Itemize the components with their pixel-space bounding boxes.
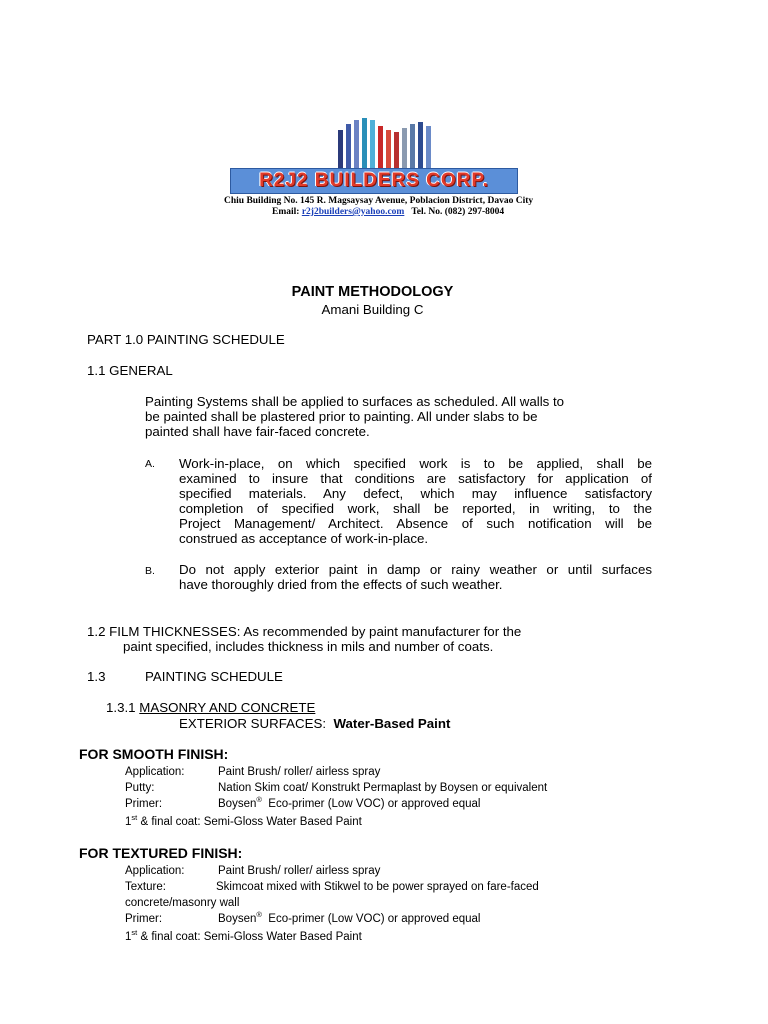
spec-label: Application: <box>125 766 185 778</box>
registered-mark: ® <box>256 795 262 804</box>
coat-ordinal: st <box>131 928 138 937</box>
page-subtitle: Amani Building C <box>321 302 424 317</box>
spec-value-continued: concrete/masonry wall <box>125 897 240 909</box>
coat-number: 1 <box>125 931 132 943</box>
list-item-line: Do not apply exterior paint in damp or rainy weather or until surfaces <box>179 562 652 577</box>
spec-value: Paint Brush/ roller/ airless spray <box>218 766 381 778</box>
masonry-title: MASONRY AND CONCRETE <box>139 700 316 715</box>
list-item-line: Work-in-place, on which specified work is to be applied, shall be <box>179 456 652 471</box>
general-heading: 1.1 GENERAL <box>87 363 173 378</box>
list-item-line: examined to insure that conditions are satisfactory for application of <box>179 471 652 486</box>
smooth-finish-heading: FOR SMOOTH FINISH: <box>79 746 229 762</box>
logo-bar <box>378 126 383 170</box>
company-contact <box>272 207 504 218</box>
logo-bars-graphic <box>338 118 438 170</box>
logo-bar <box>426 126 431 170</box>
textured-finish-heading: FOR TEXTURED FINISH: <box>79 845 243 861</box>
schedule-heading: PAINTING SCHEDULE <box>145 669 283 684</box>
logo-bar <box>362 118 367 170</box>
spec-value: Skimcoat mixed with Stikwel to be power sprayed on fare-faced <box>216 881 539 893</box>
logo-bar <box>410 124 415 170</box>
logo-banner <box>230 168 518 194</box>
logo-bar <box>370 120 375 170</box>
tel-number: Tel. No. (082) 297-8004 <box>411 207 505 217</box>
exterior-surfaces <box>179 716 450 731</box>
spec-value: Paint Brush/ roller/ airless spray <box>218 865 381 877</box>
list-item-line: specified materials. Any defect, which may influence satisfactory <box>179 486 652 501</box>
spec-label: Putty: <box>125 782 155 794</box>
page-title: PAINT METHODOLOGY <box>291 284 454 300</box>
part-heading: PART 1.0 PAINTING SCHEDULE <box>87 332 285 347</box>
spec-label: Application: <box>125 865 185 877</box>
list-marker-b: B. <box>145 565 155 577</box>
list-marker-a: A. <box>145 458 155 470</box>
spec-coat <box>125 930 362 944</box>
film-thickness-line: 1.2 FILM THICKNESSES: As recommended by paint manufacturer for the <box>87 624 522 639</box>
spec-value: Nation Skim coat/ Konstrukt Permaplast by Boysen or equivalent <box>218 782 548 794</box>
logo-bar <box>346 124 351 170</box>
coat-ordinal: st <box>131 813 138 822</box>
primer-description: Eco-primer (Low VOC) or approved equal <box>268 798 481 810</box>
list-item-line: have thoroughly dried from the effects of such weather. <box>179 577 503 592</box>
coat-description: & final coat: Semi-Gloss Water Based Paint <box>140 931 362 943</box>
masonry-heading <box>106 700 315 715</box>
company-name: R2J2 BUILDERS CORP. <box>259 170 489 191</box>
email-link[interactable]: r2j2builders@yahoo.com <box>301 207 405 217</box>
company-address: Chiu Building No. 145 R. Magsaysay Avenue, Poblacion District, Davao City <box>224 196 534 206</box>
spec-coat <box>125 815 362 829</box>
masonry-number: 1.3.1 <box>106 700 136 715</box>
logo-bar <box>418 122 423 170</box>
email-label: Email: <box>272 207 300 217</box>
coat-description: & final coat: Semi-Gloss Water Based Paint <box>140 816 362 828</box>
general-paragraph-line: Painting Systems shall be applied to surfaces as scheduled. All walls to <box>145 394 565 409</box>
logo-bar <box>354 120 359 170</box>
logo-bar <box>338 130 343 170</box>
primer-description: Eco-primer (Low VOC) or approved equal <box>268 913 481 925</box>
registered-mark: ® <box>256 910 262 919</box>
brand-name: Boysen <box>218 913 257 925</box>
exterior-label: EXTERIOR SURFACES: <box>179 716 327 731</box>
coat-number: 1 <box>125 816 132 828</box>
film-thickness-line: paint specified, includes thickness in mils and number of coats. <box>123 639 494 654</box>
logo-bar <box>402 128 407 170</box>
general-paragraph-line: painted shall have fair-faced concrete. <box>145 424 370 439</box>
logo-bar <box>386 130 391 170</box>
spec-value <box>218 797 480 811</box>
list-item-line: construed as acceptance of work-in-place. <box>179 531 429 546</box>
spec-value <box>218 912 480 926</box>
logo-bar <box>394 132 399 170</box>
spec-label: Primer: <box>125 798 163 810</box>
brand-name: Boysen <box>218 798 257 810</box>
list-item-line: Project Management/ Architect. Absence of such notification will be <box>179 516 652 531</box>
spec-label: Primer: <box>125 913 163 925</box>
schedule-number: 1.3 <box>87 669 106 684</box>
list-item-line: completion of specified work, shall be reported, in writing, to the <box>179 501 652 516</box>
general-paragraph-line: be painted shall be plastered prior to painting. All under slabs to be <box>145 409 538 424</box>
spec-label: Texture: <box>125 881 166 893</box>
exterior-value: Water-Based Paint <box>333 716 451 731</box>
